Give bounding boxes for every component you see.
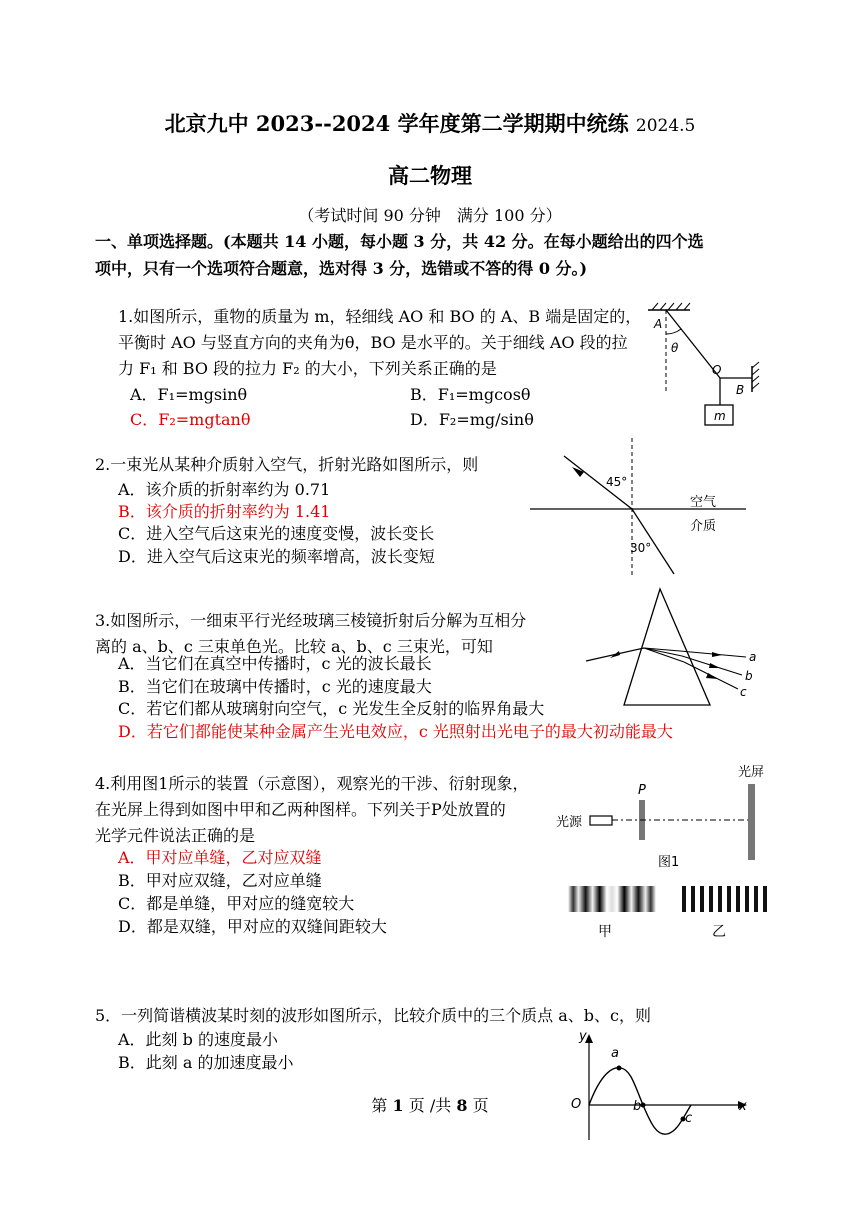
question-1-stem: 1.如图所示，重物的质量为 m，轻细线 AO 和 BO 的 A、B 端是固定的， 平衡时 AO 与竖直方向的夹角为θ，BO 是水平的。关于细线 AO 段的拉 力 F₁ 和 BO 段的拉力 F₂ 的大小，下列关系正确的是 bbox=[118, 307, 642, 378]
title-date: 2024.5 bbox=[635, 116, 696, 136]
total-pages: 8 bbox=[456, 1096, 468, 1115]
svg-text:B: B bbox=[736, 383, 745, 397]
svg-text:O: O bbox=[712, 363, 722, 377]
q1-option-d: D．F₂=mg/sinθ bbox=[410, 410, 534, 429]
q2-option-d: D．进入空气后这束光的频率增高，波长变短 bbox=[118, 547, 435, 566]
svg-text:x: x bbox=[739, 1099, 747, 1114]
q2-option-a: A．该介质的折射率约为 0.71 bbox=[118, 480, 331, 499]
svg-text:甲: 甲 bbox=[598, 924, 612, 940]
q2-option-b: B．该介质的折射率约为 1.41 bbox=[118, 502, 331, 521]
q3-figure bbox=[582, 585, 772, 710]
q3-option-a: A．当它们在真空中传播时，c 光的波长最长 bbox=[118, 654, 432, 673]
q5-option-b: B．此刻 a 的加速度最小 bbox=[118, 1053, 294, 1072]
svg-text:c: c bbox=[740, 685, 747, 699]
svg-text:30°: 30° bbox=[630, 541, 652, 555]
svg-text:θ: θ bbox=[671, 341, 679, 355]
q4-figure bbox=[552, 758, 782, 943]
q1-option-c: C．F₂=mgtanθ bbox=[130, 410, 251, 429]
question-5-stem: 5．一列简谐横波某时刻的波形如图所示，比较介质中的三个质点 a、b、c，则 bbox=[95, 1006, 652, 1025]
q4-option-a: A．甲对应单缝，乙对应双缝 bbox=[118, 848, 322, 867]
prism bbox=[624, 589, 710, 705]
exam-info: （考试时间 90 分钟 满分 100 分） bbox=[298, 206, 562, 225]
svg-text:光源: 光源 bbox=[556, 815, 583, 830]
fringe-pattern-yi bbox=[680, 886, 770, 912]
q5-option-a: A．此刻 b 的速度最小 bbox=[118, 1030, 278, 1049]
question-3-stem: 3.如图所示，一细束平行光经玻璃三棱镜折射后分解为互相分 离的 a、b、c 三束单色光。比较 a、b、c 三束光，可知 bbox=[95, 611, 527, 656]
section-heading bbox=[95, 228, 775, 282]
svg-text:光屏: 光屏 bbox=[738, 765, 765, 780]
q1-option-b: B．F₁=mgcosθ bbox=[410, 385, 531, 404]
svg-text:c: c bbox=[685, 1111, 693, 1126]
q3-option-b: B．当它们在玻璃中传播时，c 光的速度最大 bbox=[118, 677, 432, 696]
current-page: 1 bbox=[392, 1096, 404, 1115]
q3-option-c: C．若它们都从玻璃射向空气，c 光发生全反射的临界角最大 bbox=[118, 699, 545, 718]
question-2-stem: 2.一束光从某种介质射入空气，折射光路如图所示，则 bbox=[95, 455, 479, 474]
q4-option-c: C．都是单缝，甲对应的缝宽较大 bbox=[118, 894, 355, 913]
svg-text:y: y bbox=[579, 1029, 587, 1044]
svg-text:45°: 45° bbox=[606, 475, 628, 489]
q1-option-a: A．F₁=mgsinθ bbox=[130, 385, 248, 404]
page-subtitle: 高二物理 bbox=[388, 163, 472, 188]
svg-text:图1: 图1 bbox=[658, 855, 680, 870]
question-4-stem: 4.利用图1所示的装置（示意图），观察光的干涉、衍射现象， 在光屏上得到如图中甲和乙两种图样。下列关于P处放置的 光学元件说法正确的是 bbox=[95, 774, 529, 845]
svg-text:A: A bbox=[654, 317, 663, 331]
svg-text:b: b bbox=[633, 1099, 642, 1114]
q3-option-d: D．若它们都能使某种金属产生光电效应，c 光照射出光电子的最大初动能最大 bbox=[118, 722, 673, 741]
title-text: 北京九中 2023--2024 学年度第二学期期中统练 bbox=[164, 111, 629, 136]
q4-option-d: D．都是双缝，甲对应的双缝间距较大 bbox=[118, 917, 387, 936]
section-heading-line2: 项中，只有一个选项符合题意，选对得 3 分，选错或不答的得 0 分。) bbox=[95, 259, 588, 278]
q1-figure bbox=[630, 300, 770, 430]
svg-text:b: b bbox=[745, 669, 753, 683]
page-footer: 第 1 页 /共 8 页 bbox=[371, 1096, 489, 1115]
q2-figure bbox=[528, 436, 748, 578]
section-heading-line1: 一、单项选择题。(本题共 14 小题，每小题 3 分，共 42 分。在每小题给出的四个选 bbox=[95, 232, 704, 251]
page-title bbox=[0, 108, 860, 138]
svg-text:a: a bbox=[749, 650, 757, 664]
q2-option-c: C．进入空气后这束光的速度变慢，波长变长 bbox=[118, 524, 435, 543]
q4-option-b: B．甲对应双缝，乙对应单缝 bbox=[118, 871, 322, 890]
svg-text:乙: 乙 bbox=[712, 924, 726, 940]
svg-text:介质: 介质 bbox=[690, 519, 717, 534]
svg-text:a: a bbox=[611, 1046, 619, 1061]
svg-text:m: m bbox=[714, 409, 726, 423]
svg-text:P: P bbox=[638, 783, 646, 798]
fringe-pattern-jia bbox=[568, 886, 656, 912]
q5-figure bbox=[565, 1028, 760, 1143]
svg-text:空气: 空气 bbox=[690, 495, 717, 510]
svg-text:O: O bbox=[571, 1097, 582, 1112]
